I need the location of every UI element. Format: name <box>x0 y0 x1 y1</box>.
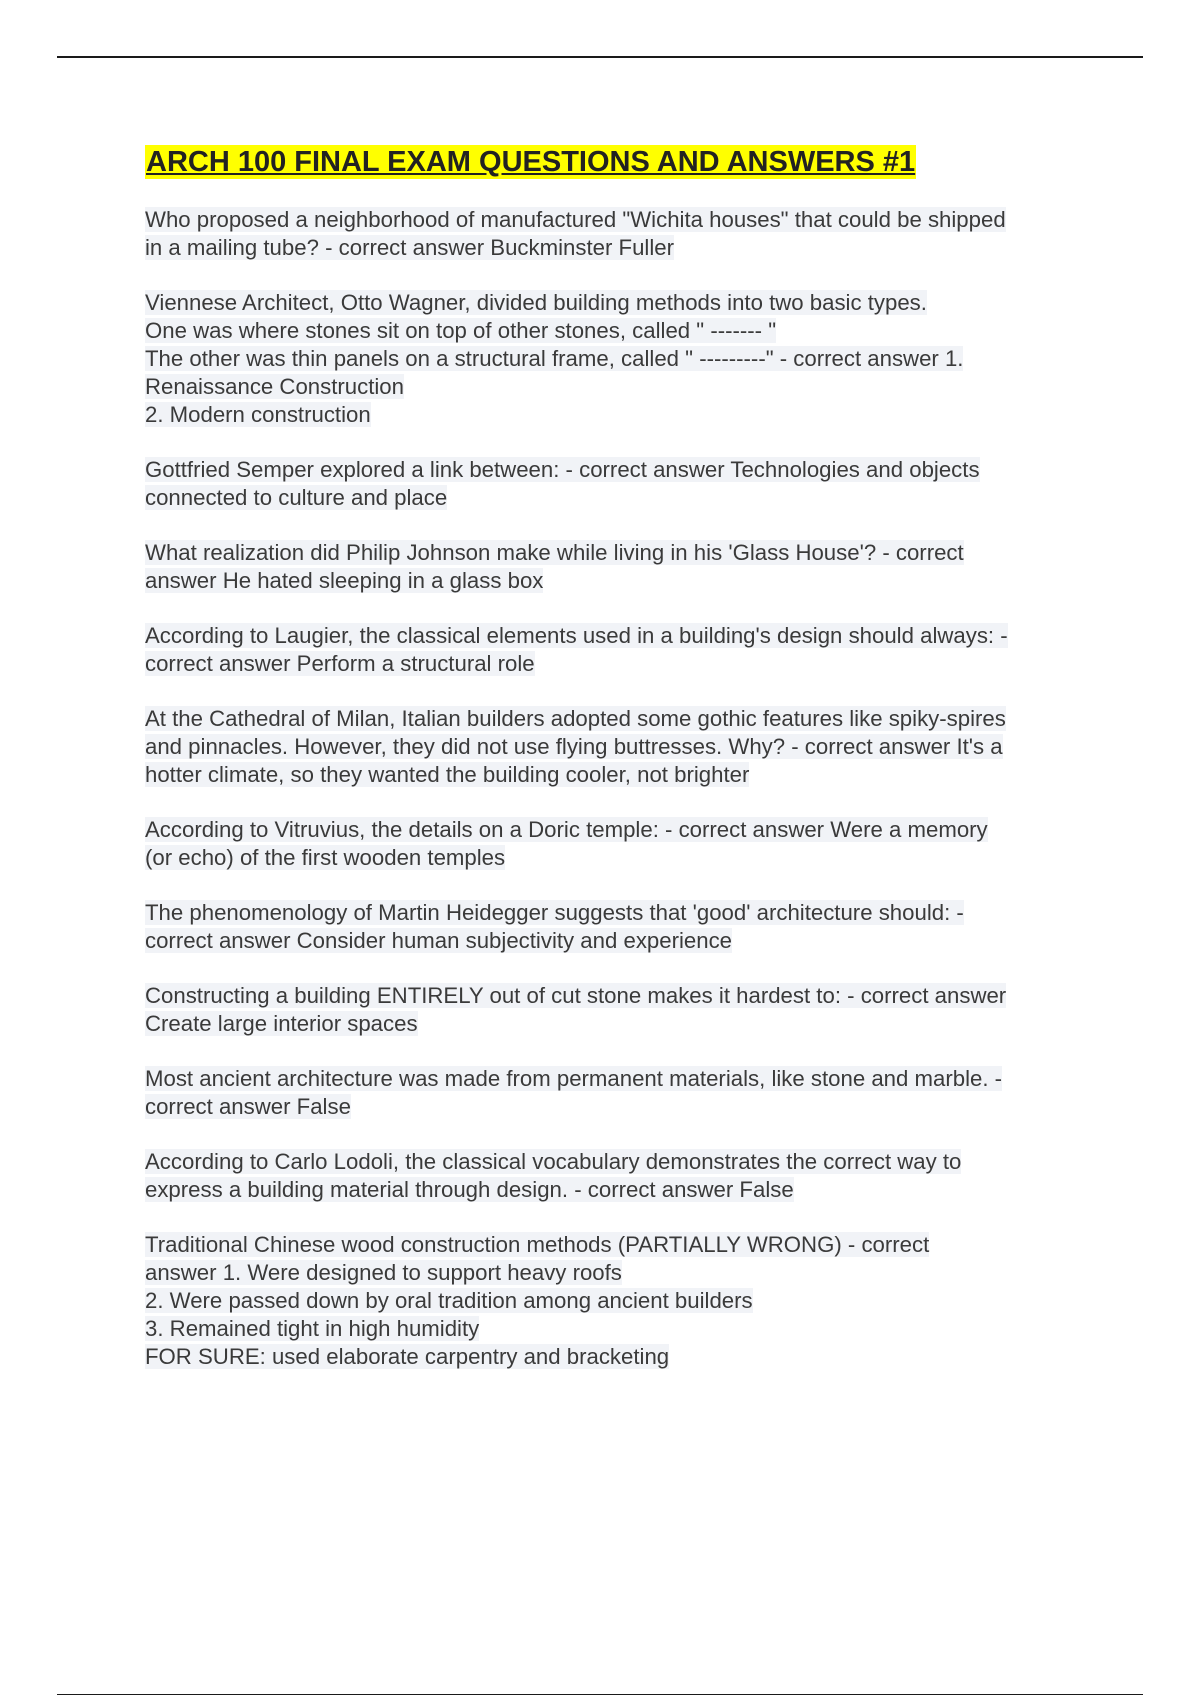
qa-line <box>145 899 1095 927</box>
qa-line <box>145 1010 1095 1038</box>
page-content <box>145 145 1095 1398</box>
qa-line-text: in a mailing tube? - correct answer Buckminster Fuller <box>145 235 675 260</box>
qa-line <box>145 1148 1095 1176</box>
qa-line-text: 3. Remained tight in high humidity <box>145 1316 480 1341</box>
qa-line <box>145 1287 1095 1315</box>
header-rule <box>57 56 1143 58</box>
qa-line <box>145 401 1095 429</box>
qa-line-text: The other was thin panels on a structural frame, called " ---------" - correct answer 1. <box>145 346 964 371</box>
qa-entry <box>145 289 1095 429</box>
qa-entry <box>145 1231 1095 1371</box>
qa-line-text: 2. Modern construction <box>145 402 371 427</box>
qa-line <box>145 456 1095 484</box>
qa-entry <box>145 622 1095 678</box>
qa-line-text: Constructing a building ENTIRELY out of cut stone makes it hardest to: - correct answer <box>145 983 1007 1008</box>
qa-line <box>145 622 1095 650</box>
qa-entry <box>145 539 1095 595</box>
qa-line-text: answer 1. Were designed to support heavy roofs <box>145 1260 622 1285</box>
qa-entry <box>145 816 1095 872</box>
qa-line <box>145 539 1095 567</box>
qa-line <box>145 816 1095 844</box>
qa-line-text: The phenomenology of Martin Heidegger suggests that 'good' architecture should: - <box>145 900 964 925</box>
qa-line <box>145 317 1095 345</box>
qa-line-text: FOR SURE: used elaborate carpentry and bracketing <box>145 1344 670 1369</box>
qa-line-text: express a building material through design. - correct answer False <box>145 1177 794 1202</box>
qa-line <box>145 1315 1095 1343</box>
qa-line-text: Viennese Architect, Otto Wagner, divided building methods into two basic types. <box>145 290 927 315</box>
qa-line <box>145 206 1095 234</box>
qa-line <box>145 705 1095 733</box>
qa-line <box>145 1065 1095 1093</box>
qa-line-text: correct answer False <box>145 1094 351 1119</box>
qa-line-text: At the Cathedral of Milan, Italian builders adopted some gothic features like spiky-spires <box>145 706 1006 731</box>
document-title: ARCH 100 FINAL EXAM QUESTIONS AND ANSWERS #1 <box>146 146 916 178</box>
qa-line-text: Renaissance Construction <box>145 374 404 399</box>
qa-entry <box>145 982 1095 1038</box>
qa-line-text: What realization did Philip Johnson make while living in his 'Glass House'? - correct <box>145 540 964 565</box>
qa-entry <box>145 1148 1095 1204</box>
qa-line <box>145 844 1095 872</box>
qa-line <box>145 567 1095 595</box>
qa-line <box>145 1176 1095 1204</box>
qa-line-text: 2. Were passed down by oral tradition among ancient builders <box>145 1288 753 1313</box>
qa-line <box>145 733 1095 761</box>
qa-line-text: (or echo) of the first wooden temples <box>145 845 506 870</box>
qa-line-text: Who proposed a neighborhood of manufactured "Wichita houses" that could be shipped <box>145 207 1006 232</box>
qa-line <box>145 1093 1095 1121</box>
qa-entry <box>145 456 1095 512</box>
qa-line <box>145 1231 1095 1259</box>
qa-line-text: Traditional Chinese wood construction methods (PARTIALLY WRONG) - correct <box>145 1232 930 1257</box>
qa-line-text: answer He hated sleeping in a glass box <box>145 568 544 593</box>
footer-rule <box>57 1694 1143 1695</box>
qa-line <box>145 484 1095 512</box>
qa-entry <box>145 1065 1095 1121</box>
qa-line <box>145 982 1095 1010</box>
qa-line <box>145 234 1095 262</box>
qa-line <box>145 345 1095 373</box>
qa-line <box>145 650 1095 678</box>
qa-line-text: One was where stones sit on top of other stones, called " ------- " <box>145 318 777 343</box>
qa-line <box>145 289 1095 317</box>
qa-line <box>145 927 1095 955</box>
qa-line-text: Most ancient architecture was made from permanent materials, like stone and marble. - <box>145 1066 1003 1091</box>
qa-line-text: connected to culture and place <box>145 485 448 510</box>
qa-line-text: According to Carlo Lodoli, the classical vocabulary demonstrates the correct way to <box>145 1149 962 1174</box>
qa-line-text: According to Laugier, the classical elements used in a building's design should always: - <box>145 623 1008 648</box>
qa-line-text: hotter climate, so they wanted the building cooler, not brighter <box>145 762 750 787</box>
qa-line <box>145 1259 1095 1287</box>
qa-line-text: correct answer Perform a structural role <box>145 651 535 676</box>
qa-entry <box>145 899 1095 955</box>
qa-line <box>145 761 1095 789</box>
qa-line-text: correct answer Consider human subjectivity and experience <box>145 928 733 953</box>
qa-line <box>145 373 1095 401</box>
qa-line-text: Create large interior spaces <box>145 1011 418 1036</box>
qa-line <box>145 1343 1095 1371</box>
qa-entry <box>145 206 1095 262</box>
qa-line-text: and pinnacles. However, they did not use flying buttresses. Why? - correct answer It's a <box>145 734 1003 759</box>
qa-line-text: Gottfried Semper explored a link between: - correct answer Technologies and objects <box>145 457 980 482</box>
qa-line-text: According to Vitruvius, the details on a Doric temple: - correct answer Were a memory <box>145 817 988 842</box>
qa-entry <box>145 705 1095 789</box>
qa-list <box>145 206 1095 1371</box>
